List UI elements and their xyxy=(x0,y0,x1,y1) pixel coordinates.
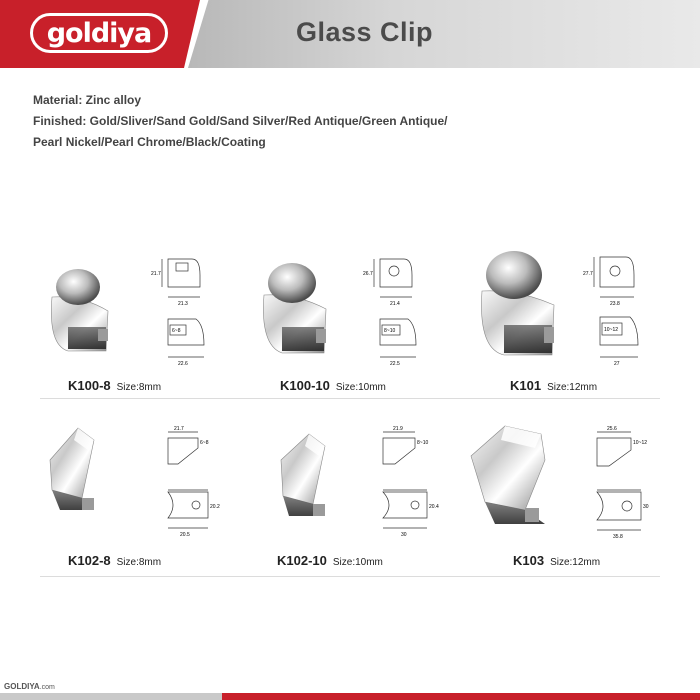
dim-label: 10~12 xyxy=(604,327,619,333)
dim-label: 22.5 xyxy=(390,361,400,367)
product-drawing xyxy=(575,420,675,545)
dim-label: 30 xyxy=(401,532,407,538)
spec-material: Material: Zinc alloy xyxy=(33,93,142,107)
product-drawing xyxy=(148,420,248,545)
product-code: K103 xyxy=(513,553,545,568)
product-code: K102-8 xyxy=(68,553,111,568)
footer-gray-bar xyxy=(0,693,222,700)
dim-label: 23.8 xyxy=(610,301,620,307)
product-size: Size:12mm xyxy=(547,382,598,393)
product-drawing xyxy=(580,245,680,370)
product-k100-8[interactable] xyxy=(38,245,248,415)
product-code: K100-8 xyxy=(68,378,111,393)
product-label xyxy=(513,553,600,568)
header-gray-panel xyxy=(188,0,700,68)
footer-red-bar xyxy=(222,693,700,700)
dim-label: 26.7 xyxy=(363,271,373,277)
dim-label: 6~8 xyxy=(200,440,209,446)
product-code: K102-10 xyxy=(277,553,327,568)
page-title: Glass Clip xyxy=(296,17,434,47)
dim-label: 20.4 xyxy=(429,504,439,510)
product-size: Size:10mm xyxy=(335,382,386,393)
product-photo xyxy=(38,420,148,540)
row-divider xyxy=(40,398,660,399)
header-banner xyxy=(0,0,700,68)
dim-label: 21.7 xyxy=(151,271,161,277)
dim-label: 25.6 xyxy=(607,426,617,432)
dim-label: 21.3 xyxy=(178,301,188,307)
product-k102-8[interactable] xyxy=(38,420,248,590)
product-photo xyxy=(250,245,360,365)
product-photo xyxy=(38,245,148,365)
dim-label: 8~10 xyxy=(417,440,429,446)
product-label xyxy=(280,378,386,393)
product-photo xyxy=(465,420,575,540)
product-label xyxy=(277,553,383,568)
brand-logo-text: goldiya xyxy=(46,17,152,49)
product-k103[interactable] xyxy=(465,420,675,590)
product-photo xyxy=(255,420,365,540)
footer-site-name: GOLDIYA xyxy=(4,682,40,691)
dim-label: 21.7 xyxy=(174,426,184,432)
product-label xyxy=(510,378,597,393)
dim-label: 22.6 xyxy=(178,361,188,367)
brand-logo[interactable] xyxy=(30,13,168,53)
product-drawing xyxy=(360,245,460,370)
product-drawing xyxy=(365,420,465,545)
dim-label: 20.5 xyxy=(180,532,190,538)
product-photo xyxy=(470,245,580,365)
product-size: Size:10mm xyxy=(332,557,383,568)
spec-finished-line1: Finished: Gold/Sliver/Sand Gold/Sand Silver/Red Antique/Green Antique/ xyxy=(33,114,448,128)
spec-finished-line2: Pearl Nickel/Pearl Chrome/Black/Coating xyxy=(33,135,266,149)
dim-label: 6~8 xyxy=(172,328,181,334)
product-k100-10[interactable] xyxy=(250,245,460,415)
product-k101[interactable] xyxy=(470,245,680,415)
product-label xyxy=(68,378,161,393)
dim-label: 21.4 xyxy=(390,301,400,307)
product-size: Size:8mm xyxy=(116,382,162,393)
product-drawing xyxy=(148,245,248,370)
footer-site-domain: .com xyxy=(39,684,55,691)
footer-site[interactable] xyxy=(4,682,55,691)
product-k102-10[interactable] xyxy=(255,420,465,590)
product-code: K100-10 xyxy=(280,378,330,393)
product-size: Size:12mm xyxy=(550,557,601,568)
dim-label: 30 xyxy=(643,504,649,510)
dim-label: 35.8 xyxy=(613,534,623,540)
product-label xyxy=(68,553,161,568)
dim-label: 8~10 xyxy=(384,328,396,334)
dim-label: 27 xyxy=(614,361,620,367)
product-code: K101 xyxy=(510,378,542,393)
product-size: Size:8mm xyxy=(116,557,162,568)
dim-label: 20.2 xyxy=(210,504,220,510)
row-divider xyxy=(40,576,660,577)
dim-label: 10~12 xyxy=(633,440,648,446)
dim-label: 27.7 xyxy=(583,271,593,277)
dim-label: 21.9 xyxy=(393,426,403,432)
